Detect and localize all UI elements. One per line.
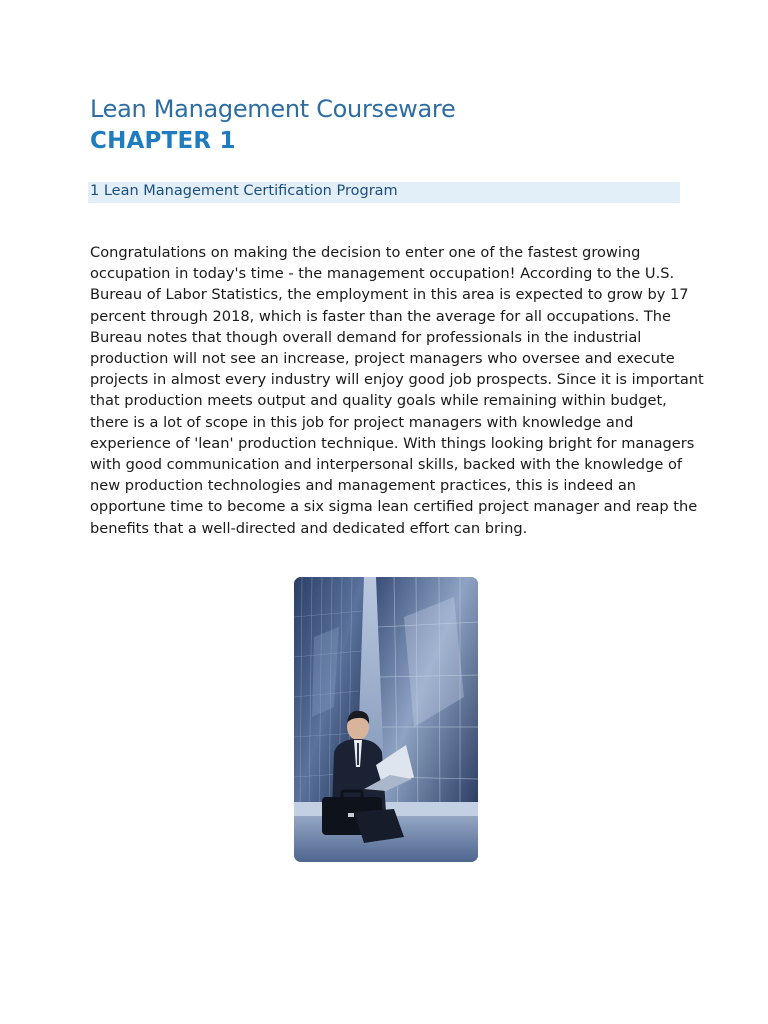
- document-title: Lean Management Courseware: [90, 95, 456, 123]
- body-line: projects in almost every industry will enjoy good job prospects. Since it is important: [90, 371, 704, 389]
- body-line: Bureau of Labor Statistics, the employment in this area is expected to grow by 17: [90, 286, 689, 304]
- body-line: Bureau notes that though overall demand for professionals in the industrial: [90, 328, 642, 346]
- body-line: benefits that a well-directed and dedicated effort can bring.: [90, 519, 528, 537]
- body-line: opportune time to become a six sigma lean certified project manager and reap the: [90, 498, 698, 516]
- section-heading: 1 Lean Management Certification Program: [90, 183, 398, 199]
- section-heading-band: [88, 182, 680, 203]
- body-line: with good communication and interpersonal skills, backed with the knowledge of: [90, 456, 683, 474]
- chapter-heading: CHAPTER 1: [90, 128, 236, 154]
- body-line: percent through 2018, which is faster than the average for all occupations. The: [90, 307, 671, 325]
- body-line: occupation in today's time - the management occupation! According to the U.S.: [90, 265, 675, 283]
- body-paragraph: [90, 242, 704, 539]
- body-line: that production meets output and quality goals while remaining within budget,: [90, 392, 667, 410]
- body-line: experience of 'lean' production technique. With things looking bright for managers: [90, 434, 695, 452]
- businessman-laptop-photo: [294, 577, 478, 862]
- body-line: new production technologies and management practices, this is indeed an: [90, 477, 637, 495]
- body-line: production will not see an increase, project managers who oversee and execute: [90, 350, 675, 368]
- body-line: Congratulations on making the decision to enter one of the fastest growing: [90, 244, 641, 261]
- body-line: there is a lot of scope in this job for project managers with knowledge and: [90, 413, 634, 431]
